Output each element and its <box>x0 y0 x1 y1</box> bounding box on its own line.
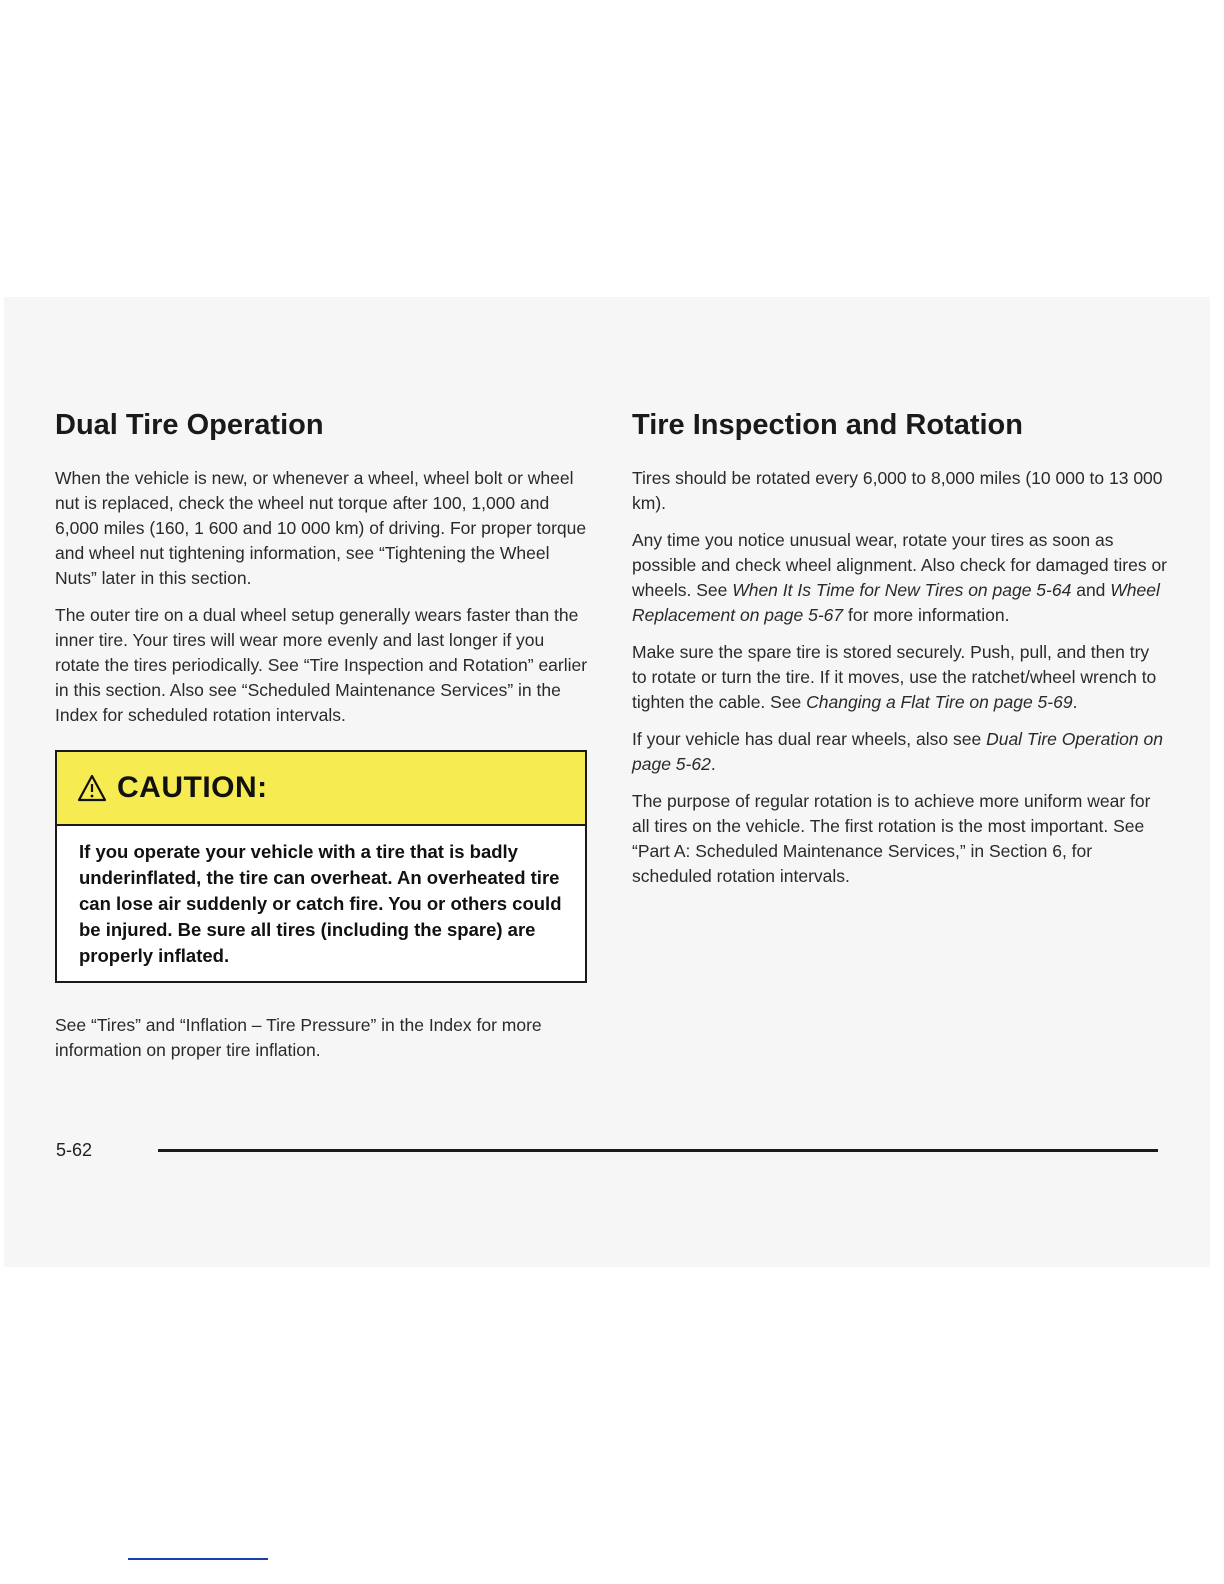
page-number: 5-62 <box>56 1140 93 1160</box>
footer-rule <box>158 1149 1158 1152</box>
bottom-divider-line <box>128 1558 268 1560</box>
flat-tire-reference-link[interactable]: Changing a Flat Tire on page 5-69 <box>806 692 1073 712</box>
rotation-purpose-paragraph: The purpose of regular rotation is to achieve more uniform wear for all tires on the vehicle. The first rotation is the most important. See “Part A: Scheduled Maintenance Services,” in Section 6, for scheduled rotation intervals. <box>632 791 1151 886</box>
dual-tire-paragraph-2: The outer tire on a dual wheel setup generally wears faster than the inner tire. Your tires will wear more evenly and last longer if you rotate the tires periodically. See “Tire Inspection and Rotation” earlier in this section. Also see “Scheduled Maintenance Services” in the Index for scheduled rotation intervals. <box>55 605 588 725</box>
rotation-interval-paragraph: Tires should be rotated every 6,000 to 8,000 miles (10 000 to 13 000 km). <box>632 468 1163 513</box>
tire-inspection-rotation-heading: Tire Inspection and Rotation <box>632 409 1023 441</box>
dual-tire-operation-reference-link[interactable]: Dual Tire Operation on page 5-62 <box>632 729 1163 774</box>
spare-tire-paragraph: Make sure the spare tire is stored securely. Push, pull, and then try to rotate or turn the tire. If it moves, use the ratchet/wheel wrench to tighten the cable. See Changing a Flat Tire on page 5-69. <box>632 642 1157 712</box>
caution-box <box>55 750 587 983</box>
unusual-wear-paragraph: Any time you notice unusual wear, rotate your tires as soon as possible and check wheel alignment. Also check for damaged tires or wheels. See When It Is Time for New Tires on page 5-64 and Wheel Replacement on page 5-67 for more information. <box>632 530 1168 625</box>
tire-inflation-reference: See “Tires” and “Inflation – Tire Pressure” in the Index for more information on proper tire inflation. <box>55 1015 542 1060</box>
new-tires-reference-link[interactable]: When It Is Time for New Tires on page 5-64 <box>732 580 1072 600</box>
warning-triangle-icon <box>77 774 107 802</box>
wheel-replacement-reference-link[interactable]: Wheel Replacement on page 5-67 <box>632 580 1160 625</box>
dual-rear-wheels-paragraph: If your vehicle has dual rear wheels, also see Dual Tire Operation on page 5-62. <box>632 729 1163 774</box>
caution-title: CAUTION: <box>117 771 268 804</box>
left-column <box>55 405 591 1075</box>
dual-tire-operation-heading: Dual Tire Operation <box>55 409 324 441</box>
dual-tire-paragraph-1: When the vehicle is new, or whenever a wheel, wheel bolt or wheel nut is replaced, check the wheel nut torque after 100, 1,000 and 6,000 miles (160, 1 600 and 10 000 km) of driving. For proper torque and wheel nut tightening information, see “Tightening the Wheel Nuts” later in this section. <box>55 468 587 588</box>
right-column <box>632 405 1168 901</box>
caution-header <box>57 752 585 826</box>
caution-text: If you operate your vehicle with a tire that is badly underinflated, the tire can overheat. An overheated tire can lose air suddenly or catch fire. You or others could be injured. Be sure all tires (including the spare) are properly inflated. <box>79 841 562 966</box>
